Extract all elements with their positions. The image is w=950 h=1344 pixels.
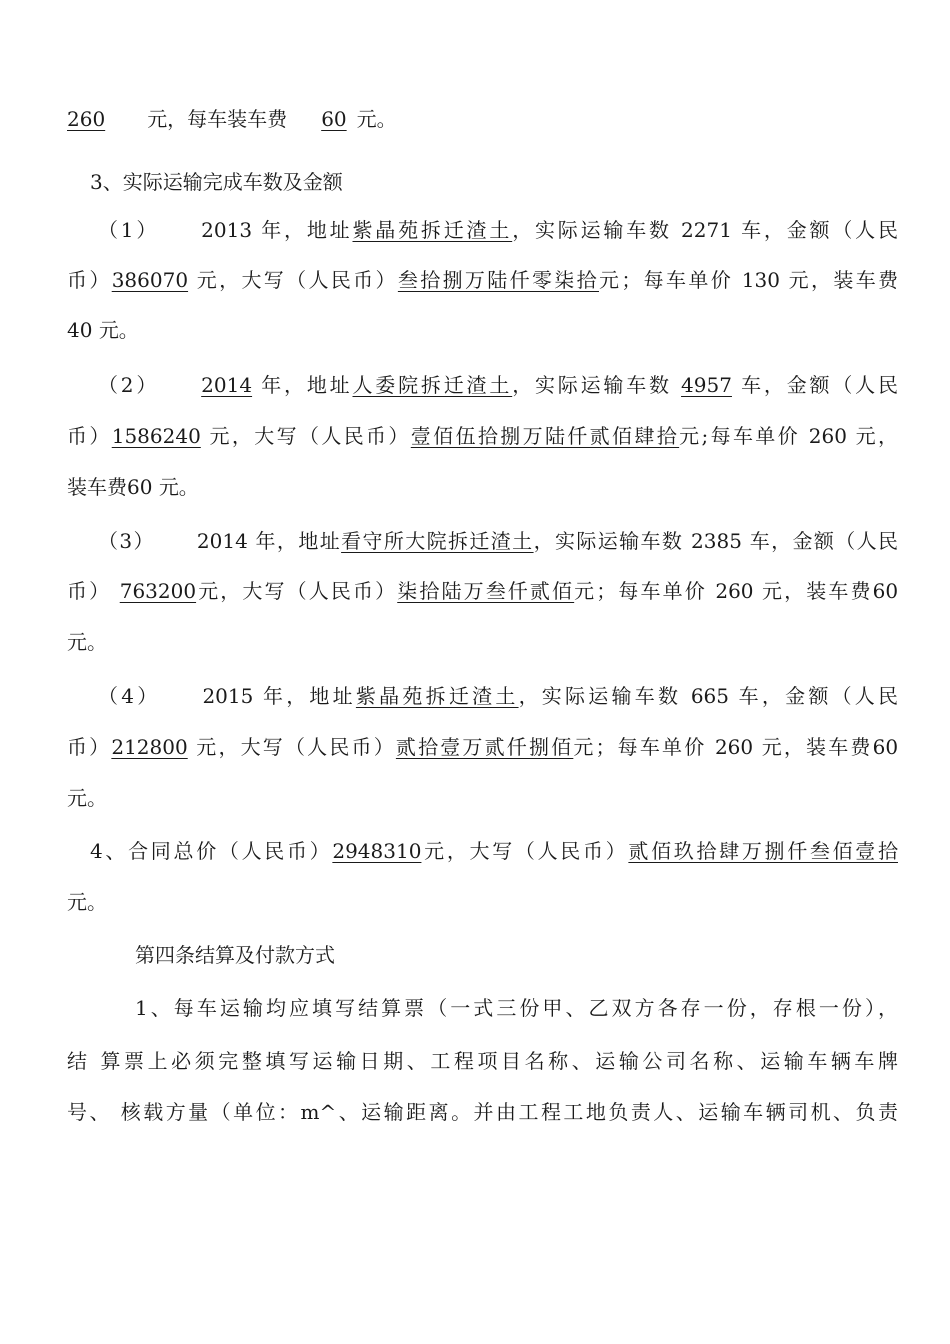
text: 币） <box>67 268 112 292</box>
text: 车，金额（人民 <box>749 529 898 553</box>
text: 年，地址 <box>255 529 342 553</box>
site-name: 人委院拆迁渣土 <box>352 373 513 397</box>
item4-line3: 元。 <box>67 786 107 810</box>
prev-item-line <box>67 101 898 137</box>
section4-line2: 元。 <box>67 890 107 914</box>
site-name: 看守所大院拆迁渣土 <box>341 529 534 553</box>
loading-fee: 60 <box>872 735 898 759</box>
text: 元；每车单价 <box>573 735 707 759</box>
loading-fee-value: 60 <box>321 107 347 131</box>
amount: 212800 <box>111 735 188 759</box>
loading-fee: 60 <box>872 579 898 603</box>
item3-line2 <box>67 573 898 609</box>
item-number: （3） <box>98 529 155 553</box>
price-value: 260 <box>67 107 106 131</box>
article4-heading: 第四条结算及付款方式 <box>135 943 335 967</box>
text: 元，装车费 <box>788 268 898 292</box>
trips: 2385 <box>691 529 742 553</box>
text: ，实际运输车数 <box>512 373 672 397</box>
text: 年，地址 <box>261 218 353 242</box>
text: 币） <box>67 424 112 448</box>
text: 元；每车单价 <box>598 268 734 292</box>
item4-line1 <box>98 678 898 714</box>
loading-fee: 40 <box>67 318 93 342</box>
article4-para1-line2: 结 算票上必须完整填写运输日期、工程项目名称、运输公司名称、运输车辆车牌 <box>67 1049 898 1073</box>
site-name: 紫晶苑拆迁渣土 <box>352 218 513 242</box>
section3-heading: 3、实际运输完成车数及金额 <box>90 170 343 194</box>
contract-total: 2948310 <box>332 839 422 863</box>
text: 装车费 <box>67 475 127 499</box>
text: 元，大写（人民币） <box>196 579 398 603</box>
item-number: （4） <box>98 684 161 708</box>
item-number: （2） <box>98 373 160 397</box>
loading-fee: 60 <box>127 475 153 499</box>
item1-line1 <box>98 212 898 248</box>
text: 元;每车单价 <box>679 424 801 448</box>
text: 4、合同总价（人民币） <box>90 839 333 863</box>
unit-price: 260 <box>715 579 754 603</box>
trips: 4957 <box>681 373 732 397</box>
text: 元。 <box>98 318 139 342</box>
unit-price: 130 <box>741 268 780 292</box>
item2-line2 <box>67 418 898 454</box>
amount-upper: 贰拾壹万贰仟捌佰 <box>395 735 574 759</box>
year: 2014 <box>201 373 253 397</box>
unit-price: 260 <box>808 424 847 448</box>
item4-line2 <box>67 729 898 765</box>
item2-line3 <box>67 469 898 505</box>
text: 元，每车装车费 <box>147 107 288 131</box>
item1-line2 <box>67 262 898 298</box>
text: ，实际运输车数 <box>512 218 672 242</box>
unit-price: 260 <box>714 735 754 759</box>
text: 元，装车费 <box>762 579 873 603</box>
year: 2013 <box>201 218 253 242</box>
site-name: 紫晶苑拆迁渣土 <box>355 684 519 708</box>
text: 年，地址 <box>262 684 356 708</box>
article4-para1-line3: 号、 核载方量（单位：m^、运输距离。并由工程工地负责人、运输车辆司机、负责 <box>67 1100 898 1124</box>
text: 元，大写（人民币） <box>209 424 411 448</box>
text: 年，地址 <box>261 373 353 397</box>
text: 元， <box>855 424 898 448</box>
trips: 2271 <box>681 218 732 242</box>
item1-line3 <box>67 312 898 348</box>
text: ，实际运输车数 <box>518 684 682 708</box>
text: 元。 <box>356 107 397 131</box>
text: 车，金额（人民 <box>741 373 898 397</box>
text: 元。 <box>158 475 199 499</box>
text: 币） <box>67 735 112 759</box>
text: 车，金额（人民 <box>741 218 898 242</box>
item3-line1 <box>98 523 898 559</box>
contract-total-upper: 贰佰玖拾肆万捌仟叁佰壹拾 <box>628 839 898 863</box>
text: 车，金额（人民 <box>738 684 898 708</box>
text: 元，装车费 <box>761 735 873 759</box>
amount-upper: 柒拾陆万叁仟贰佰 <box>397 579 575 603</box>
item-number: （1） <box>98 218 160 242</box>
text: 元，大写（人民币） <box>196 268 398 292</box>
text: ，实际运输车数 <box>533 529 684 553</box>
section4-line1 <box>90 833 898 869</box>
text: 元，大写（人民币） <box>421 839 629 863</box>
amount-upper: 壹佰伍拾捌万陆仟贰佰肆拾 <box>410 424 680 448</box>
text: 元；每车单价 <box>574 579 707 603</box>
text: 币） <box>67 579 112 603</box>
year: 2015 <box>202 684 254 708</box>
amount: 763200 <box>119 579 197 603</box>
amount: 1586240 <box>111 424 201 448</box>
amount: 386070 <box>111 268 189 292</box>
year: 2014 <box>196 529 248 553</box>
text: 元，大写（人民币） <box>196 735 396 759</box>
item2-line1 <box>98 367 898 403</box>
amount-upper: 叁拾捌万陆仟零柒拾 <box>397 268 599 292</box>
trips: 665 <box>690 684 730 708</box>
item3-line3: 元。 <box>67 630 107 654</box>
article4-para1-line1: 1、每车运输均应填写结算票（一式三份甲、乙双方各存一份，存根一份）， <box>135 996 898 1020</box>
